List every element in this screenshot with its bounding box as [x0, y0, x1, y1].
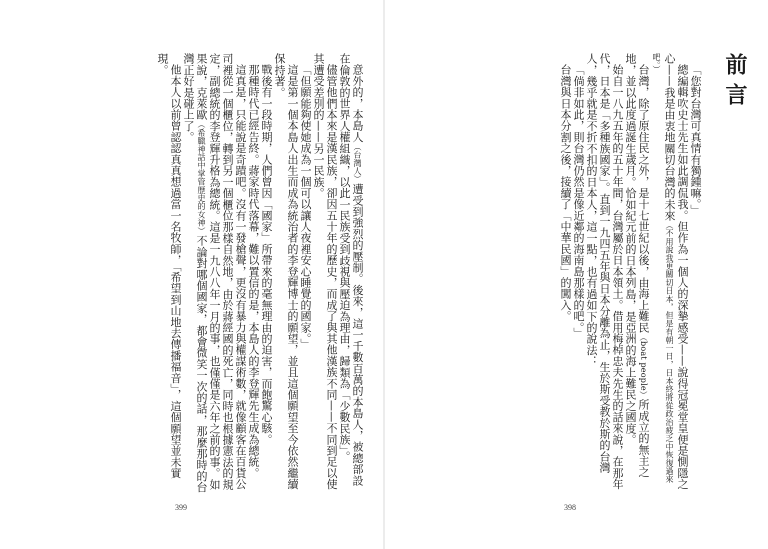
paragraph	[650, 53, 689, 493]
paragraph-text: 這是第一個本島人出生而成為統治者的李登輝博士的願望，並且這個願望至今依然繼續保持著。	[273, 53, 299, 490]
paragraph-text: 戰後有一段時期，人們曾因「國家」所帶來的毫無理由的迫害，而飽驚心駭。	[260, 64, 273, 445]
paragraph-text: 「倘非如此，則台灣仍然是像近鄰的海南島那樣的吧。」	[572, 64, 585, 339]
paragraph	[312, 53, 338, 493]
paragraph-text: 總編輯吹史士先生如此調侃我。但作為一個人的深摯感受——說得冠冕堂皇便是惻隱之心——我是由衷地關切台灣的未來	[663, 53, 689, 490]
paragraph-text: 始自一八九五年的五十年間，台灣屬於日本領土。借用梅棹忠夫先生的話來說，在那年代，日本是「多種族國家」。直到一九四五年與日本分離為止，生於斯受教於斯的台灣人，幾乎就是不折不扣的日本人，這一點，也有過如下的說法：	[585, 53, 624, 490]
inline-note: （boat people）	[639, 332, 648, 399]
paragraph	[559, 53, 572, 493]
paragraph	[585, 53, 624, 493]
inline-note: （希臘神話中掌管歷史的女神）	[197, 120, 206, 236]
right-page-number: 398	[564, 503, 576, 512]
paragraph-text: 「但願能夠使她成為一個可以讓人夜裡安心睡覺的國家。」	[299, 64, 312, 350]
right-page-text	[406, 53, 702, 493]
paragraph-text: 他本人以前曾認認真真想過當一名牧師，「希望到山地去傳播福音」，這個願望並未實現。	[156, 53, 182, 479]
paragraph	[156, 53, 182, 493]
paragraph	[182, 53, 247, 493]
paragraph	[247, 53, 260, 493]
paragraph-text: 台灣與日本分割之後，接續了「中華民國」的闖入。	[559, 64, 572, 322]
paragraph-text: 遭受到強烈的壓制。後來，這一千數百萬的本島人，被總部設在倫敦的世界人權組織，以此一民族受到歧視與壓迫為理由，歸類為「少數民族」。	[338, 53, 364, 486]
paragraph-text: 意外的，本島人	[351, 64, 364, 143]
paragraph	[572, 53, 585, 493]
paragraph-text: 所成立的無主之地，並以此度過誕生歲月。恰如紀元前的日本列島，是亞洲的海上難民之國度。	[624, 53, 650, 478]
paragraph-text: 儘管他們本來是漢民族，卻因五十年的歷史，而成了與其他漢族不同——不同到足以使其遭受差別的——另一民族。	[312, 53, 338, 490]
inline-note: （不用說我更關切日本，但是有朝一日，日本終將從政治疲乏中恢復過來吧。）	[652, 53, 674, 484]
left-page-number: 399	[175, 503, 187, 512]
inline-note: （台灣人）	[353, 142, 362, 184]
paragraph	[273, 53, 299, 493]
paragraph	[299, 53, 312, 493]
right-page	[384, 0, 768, 549]
paragraph-text: 這真是，只能說是奇蹟吧。沒有一發槍聲，更沒有暴力與權謀術數，就像顧客在百貨公司裡從一個櫃位，轉到另一個櫃位那樣自然地，由於蔣經國的死亡，同時也根據憲法的規定，副總統的李登輝升格為總統。這是一九八八年一月的事，也僅僅是六年之前的事。如果說，克萊歐	[195, 53, 247, 490]
paragraph-text: 台灣，除了原住民之外，是十七世紀以後，由海上難民	[637, 64, 650, 333]
paragraph-text: 「您對台灣可真情有獨鍾嘛。」	[689, 64, 702, 216]
paragraph	[338, 53, 364, 493]
chapter-heading: 前言	[722, 53, 747, 113]
paragraph	[624, 53, 650, 493]
paragraph	[689, 53, 702, 493]
paragraph	[260, 53, 273, 493]
paragraph-text: 那種時代已經告終。蔣家時代落幕，難以置信的是，本島人的李登輝先生成為總統。	[247, 64, 260, 479]
left-page-text	[34, 53, 364, 493]
paragraph-text: 不論對哪個國家，都會微笑一次的話，那麼那時的台灣正好是碰上了。	[182, 53, 208, 493]
